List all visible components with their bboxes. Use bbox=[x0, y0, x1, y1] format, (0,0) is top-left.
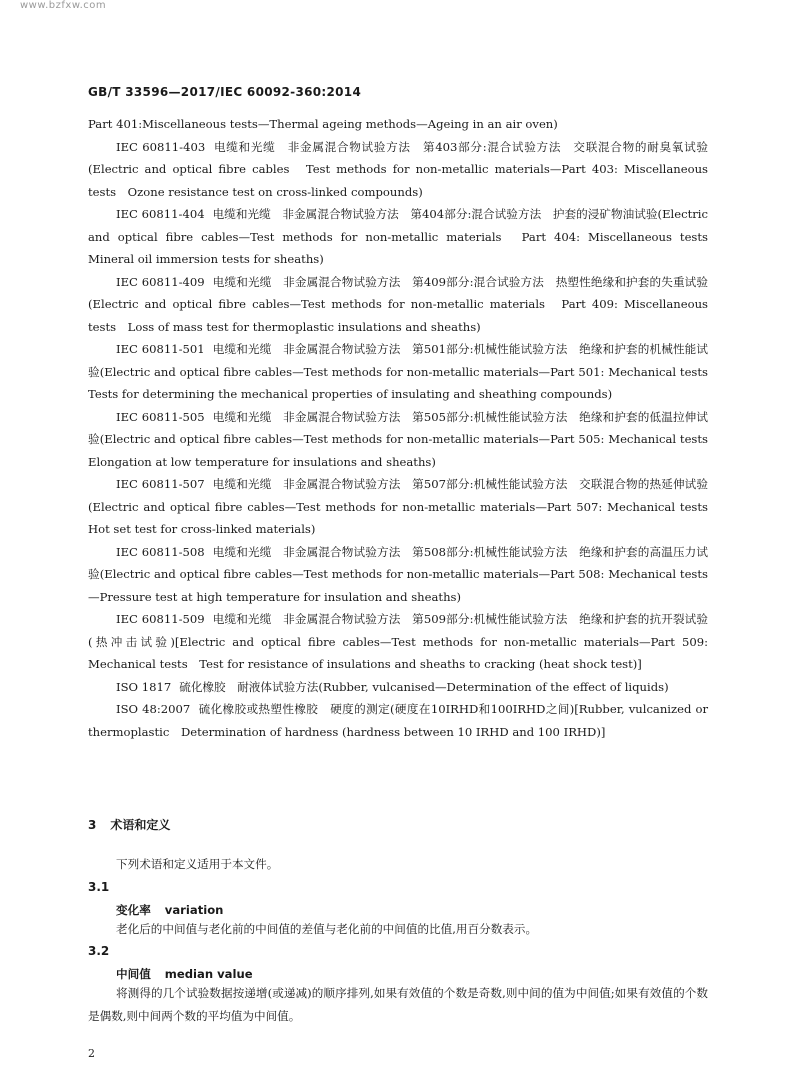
term-definition: 将测得的几个试验数据按递增(或递减)的顺序排列,如果有效值的个数是奇数,则中间的值为中间值;如果有效值的个数是偶数,则中间两个数的平均值为中间值。 bbox=[88, 986, 708, 1023]
clause-number: 3 bbox=[88, 818, 97, 832]
term-number: 3.1 bbox=[88, 880, 110, 894]
reference-text: 电缆和光缆 非金属混合物试验方法 第409部分:混合试验方法 热塑性绝缘和护套的失重试验(Electric and optical fibre cables—Test methods for non-metallic materials Part 409: Miscellaneous tests Loss of mass test for thermoplastic insulations and sheaths) bbox=[88, 274, 708, 334]
reference-text: 电缆和光缆 非金属混合物试验方法 第505部分:机械性能试验方法 绝缘和护套的低温拉伸试验(Electric and optical fibre cables—Test methods for non-metallic materials—Part 505: Mechanical tests Elongation at low temperature for insulations and sheaths) bbox=[88, 409, 720, 469]
reference-text: 电缆和光缆 非金属混合物试验方法 第508部分:机械性能试验方法 绝缘和护套的高温压力试验(Electric and optical fibre cables—Test methods for non-metallic materials—Part 508: Mechanical tests—Pressure test at high temperature for insulation and sheaths) bbox=[88, 544, 708, 604]
term-number: 3.2 bbox=[88, 944, 110, 958]
reference-text: 电缆和光缆 非金属混合物试验方法 第509部分:机械性能试验方法 绝缘和护套的抗开裂试验(热冲击试验)[Electric and optical fibre cables—Test methods for non-metallic materials—Part 509: Mechanical tests Test for resistance of insulations and sheaths to cracking (heat shock test)] bbox=[88, 612, 708, 671]
reference-item bbox=[88, 203, 720, 271]
reference-continuation: Part 401:Miscellaneous tests—Thermal ageing methods—Ageing in an air oven) bbox=[88, 117, 558, 131]
term-definition: 老化后的中间值与老化前的中间值的差值与老化前的中间值的比值,用百分数表示。 bbox=[116, 922, 538, 936]
term-heading bbox=[116, 902, 223, 918]
reference-text: 硫化橡胶或热塑性橡胶 硬度的测定(硬度在10IRHD和100IRHD之间)[Rubber, vulcanized or thermoplastic Determination of hardness (hardness between 10 IRHD and 100 IRHD)] bbox=[88, 702, 708, 739]
reference-code: IEC 60811-403 bbox=[116, 139, 206, 154]
clause-intro: 下列术语和定义适用于本文件。 bbox=[116, 857, 279, 871]
clause-title: 术语和定义 bbox=[110, 818, 171, 832]
reference-text: 电缆和光缆 非金属混合物试验方法 第501部分:机械性能试验方法 绝缘和护套的机械性能试验(Electric and optical fibre cables—Test methods for non-metallic materials—Part 501: Mechanical tests Tests for determining the mechanical properties of insulating and sheathing compounds) bbox=[88, 342, 720, 401]
term-heading bbox=[116, 966, 253, 982]
reference-code: IEC 60811-409 bbox=[116, 274, 205, 289]
term-zh: 变化率 bbox=[116, 903, 151, 917]
reference-item bbox=[88, 473, 720, 541]
normative-references bbox=[88, 113, 720, 743]
document-id: GB/T 33596—2017/IEC 60092-360:2014 bbox=[88, 85, 362, 99]
reference-text: 电缆和光缆 非金属混合物试验方法 第404部分:混合试验方法 护套的浸矿物油试验(Electric and optical fibre cables—Test methods for non-metallic materials Part 404: Miscellaneous tests Mineral oil immersion tests for sheaths) bbox=[88, 207, 720, 266]
reference-item bbox=[88, 541, 708, 609]
reference-code: IEC 60811-404 bbox=[116, 207, 205, 221]
term-en: variation bbox=[164, 903, 224, 917]
reference-text: 电缆和光缆 非金属混合物试验方法 第507部分:机械性能试验方法 交联混合物的热延伸试验(Electric and optical fibre cables—Test methods for non-metallic materials—Part 507: Mechanical tests Hot set test for cross-linked materials) bbox=[88, 477, 720, 536]
reference-item bbox=[88, 271, 708, 339]
reference-text: 硫化橡胶 耐液体试验方法(Rubber, vulcanised—Determination of the effect of liquids) bbox=[179, 679, 669, 694]
reference-code: ISO 1817 bbox=[116, 679, 172, 694]
reference-code: IEC 60811-508 bbox=[116, 544, 205, 559]
clause-heading bbox=[88, 816, 170, 833]
reference-text: 电缆和光缆 非金属混合物试验方法 第403部分:混合试验方法 交联混合物的耐臭氧试验(Electric and optical fibre cables Test methods for non-metallic materials—Part 403: Miscellaneous tests Ozone resistance test on cross-linked compounds) bbox=[88, 139, 708, 199]
reference-code: IEC 60811-505 bbox=[116, 409, 205, 424]
reference-item bbox=[88, 338, 720, 406]
reference-item bbox=[88, 676, 708, 699]
term-en: median value bbox=[164, 967, 253, 981]
watermark: www.bzfxw.com bbox=[20, 0, 107, 11]
reference-code: IEC 60811-507 bbox=[116, 477, 205, 491]
reference-item bbox=[88, 608, 708, 676]
term-zh: 中间值 bbox=[116, 967, 151, 981]
reference-item bbox=[88, 136, 708, 204]
page-number: 2 bbox=[88, 1047, 95, 1060]
reference-code: IEC 60811-509 bbox=[116, 612, 205, 626]
reference-item bbox=[88, 406, 720, 474]
reference-item bbox=[88, 698, 708, 743]
reference-code: IEC 60811-501 bbox=[116, 342, 205, 356]
reference-code: ISO 48:2007 bbox=[116, 702, 191, 716]
